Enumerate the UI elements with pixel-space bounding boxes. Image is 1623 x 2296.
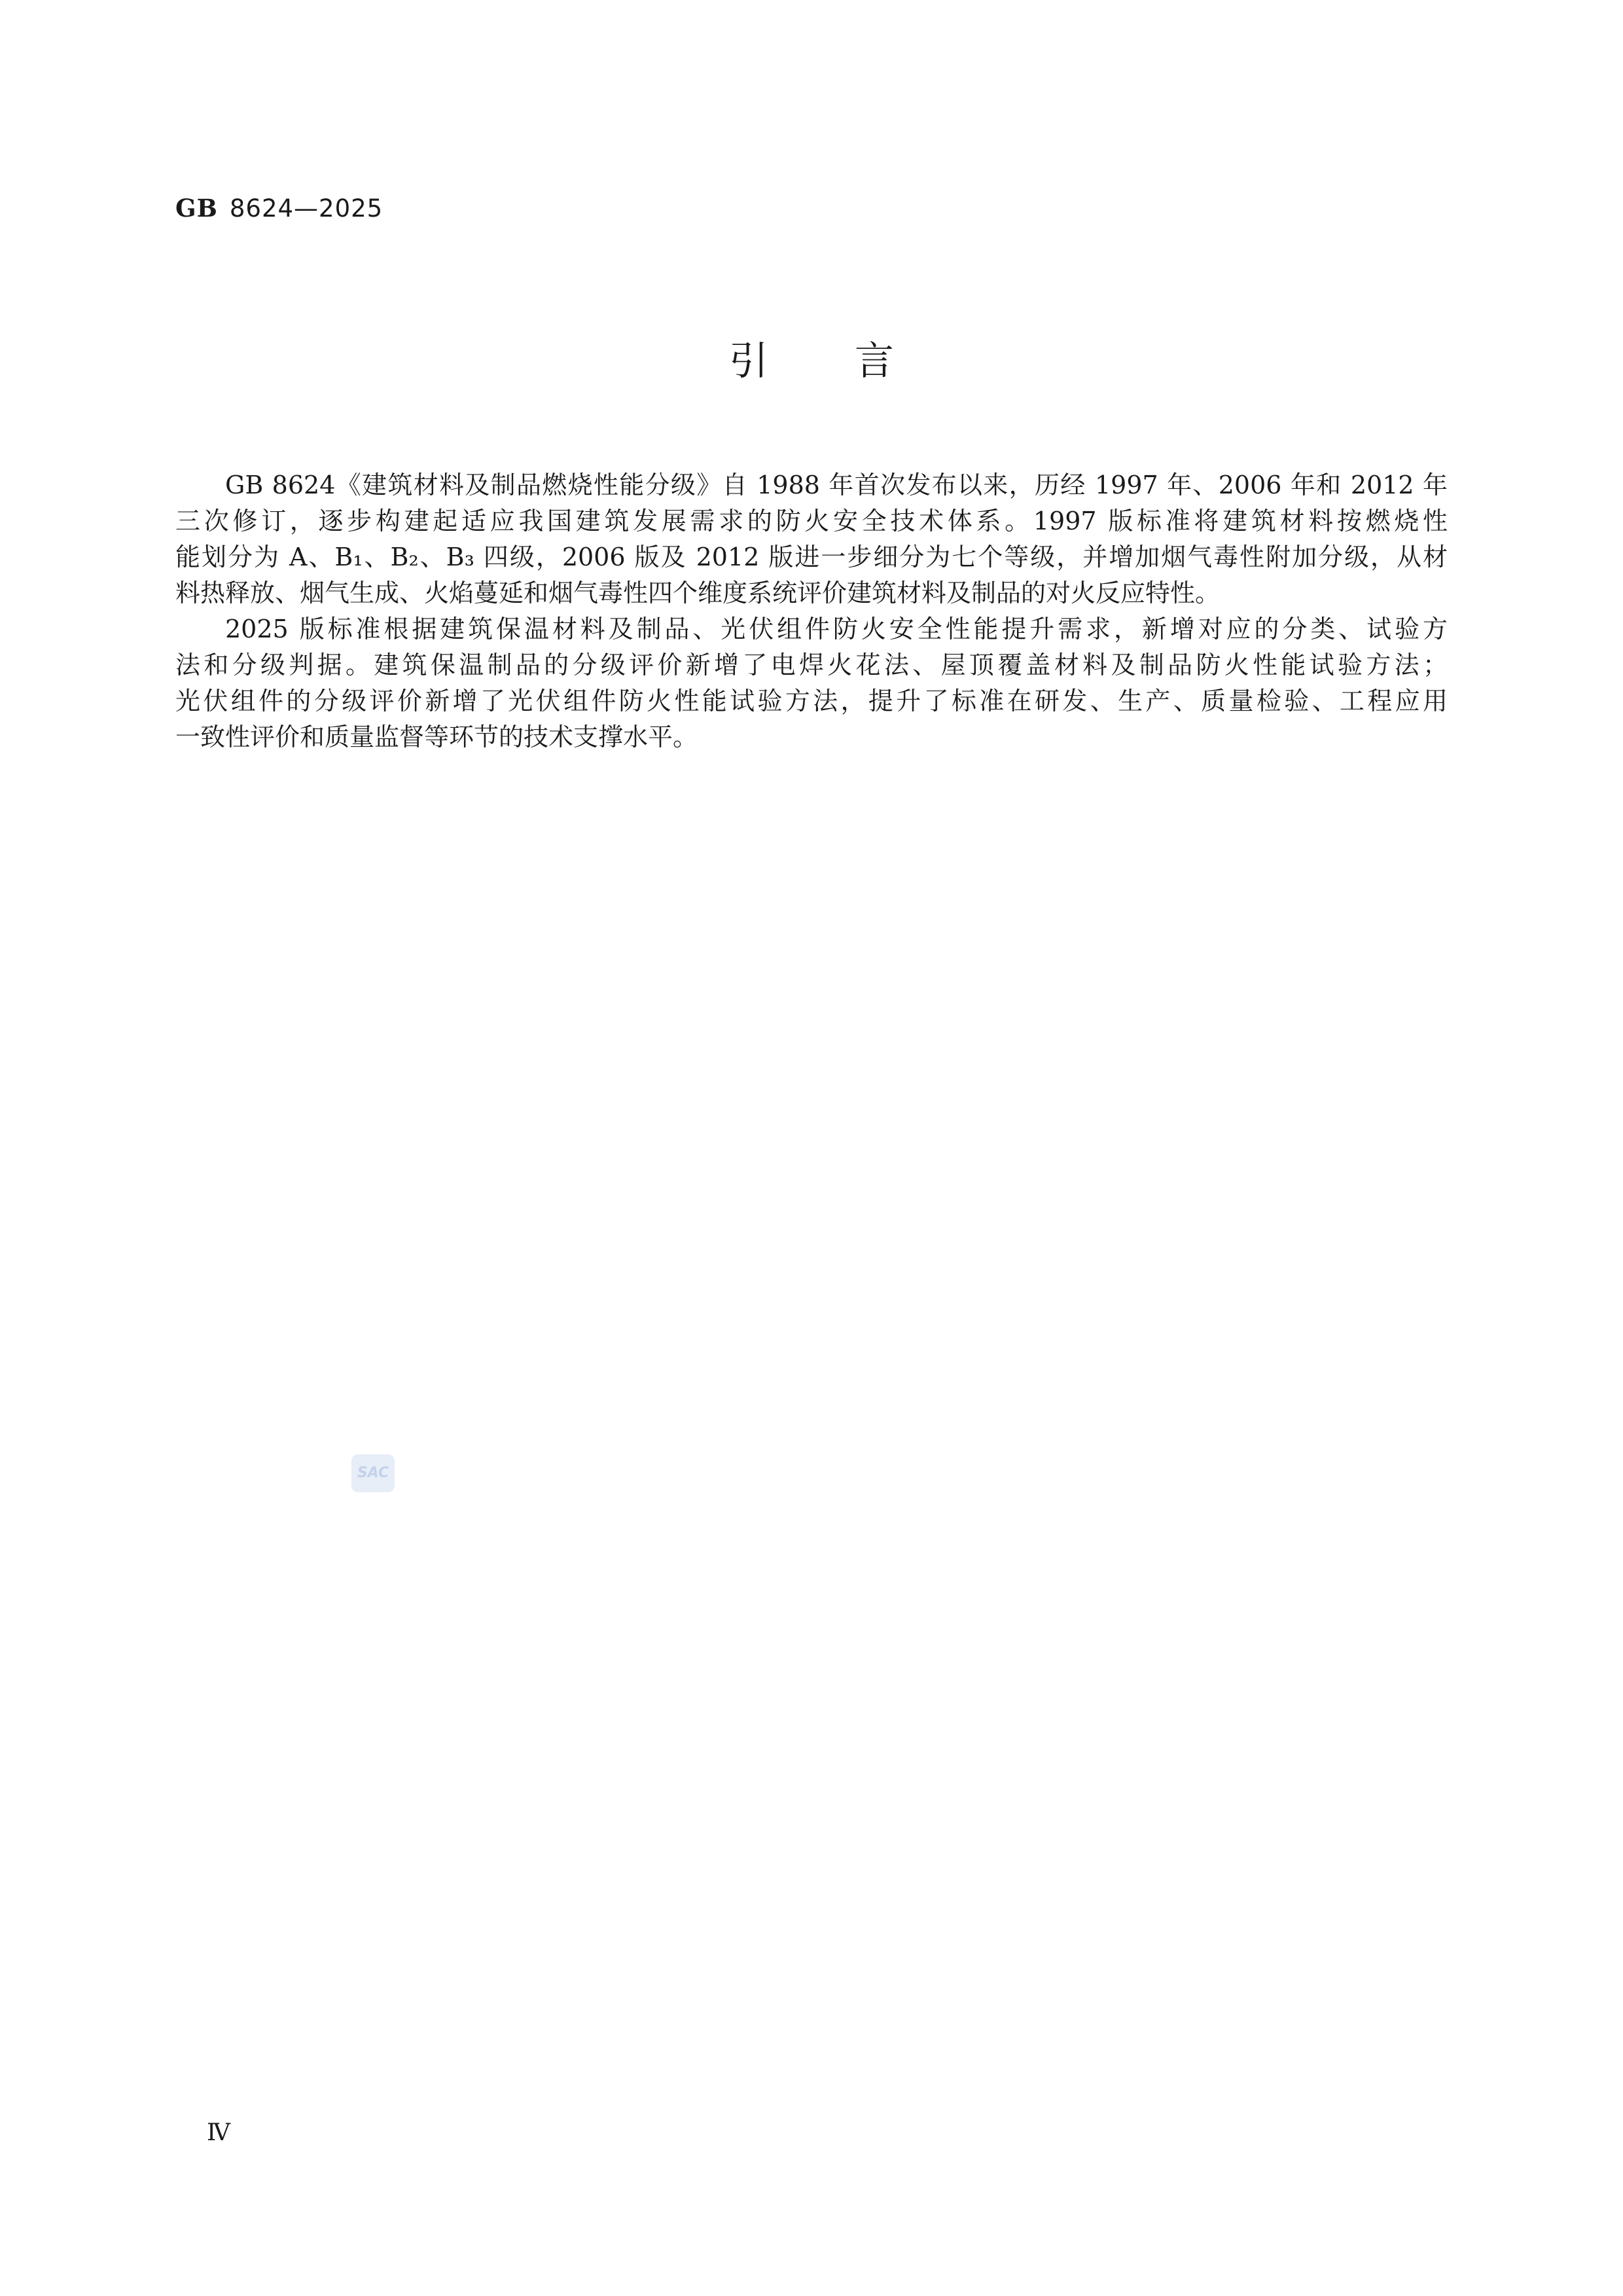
paragraph-line: 能划分为 A、B₁、B₂、B₃ 四级，2006 版及 2012 版进一步细分为七个等级，并增加烟气毒性附加分级，从材 bbox=[175, 543, 1448, 571]
page-number: Ⅳ bbox=[207, 2119, 230, 2146]
paragraph-line: 光伏组件的分级评价新增了光伏组件防火性能试验方法，提升了标准在研发、生产、质量检验、工程应用 bbox=[175, 687, 1448, 715]
paragraph-line: 一致性评价和质量监督等环节的技术支撑水平。 bbox=[175, 723, 698, 751]
paragraph-2 bbox=[175, 611, 1448, 755]
section-title bbox=[0, 335, 1623, 387]
paragraph-line: 法和分级判据。建筑保温制品的分级评价新增了电焊火花法、屋顶覆盖材料及制品防火性能试验方法； bbox=[175, 651, 1448, 679]
standard-prefix: GB bbox=[175, 194, 218, 223]
paragraph-line: 2025 版标准根据建筑保温材料及制品、光伏组件防火安全性能提升需求，新增对应的分类、试验方 bbox=[225, 615, 1448, 643]
standard-number: 8624—2025 bbox=[229, 194, 383, 223]
paragraph-line: 料热释放、烟气生成、火焰蔓延和烟气毒性四个维度系统评价建筑材料及制品的对火反应特性。 bbox=[175, 579, 1221, 607]
title-char-1: 引 bbox=[729, 338, 768, 384]
document-code bbox=[175, 194, 383, 223]
paragraph-line: 三次修订，逐步构建起适应我国建筑发展需求的防火安全技术体系。1997 版标准将建筑材料按燃烧性 bbox=[175, 507, 1448, 535]
introduction-body bbox=[175, 467, 1448, 755]
title-char-2: 言 bbox=[855, 338, 894, 384]
paragraph-1 bbox=[175, 467, 1448, 611]
paragraph-line: GB 8624《建筑材料及制品燃烧性能分级》自 1988 年首次发布以来，历经 1997 年、2006 年和 2012 年 bbox=[225, 471, 1448, 499]
sac-watermark-logo: SAC bbox=[351, 1454, 395, 1492]
